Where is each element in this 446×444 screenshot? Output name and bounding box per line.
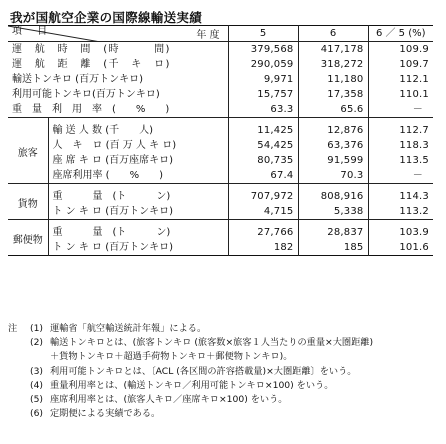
cell-ratio: － — [412, 104, 423, 115]
note-number: (1) — [30, 323, 44, 334]
note-item — [8, 379, 438, 393]
cell-ratio: 112.7 — [399, 125, 429, 136]
table-row — [8, 153, 433, 168]
row-label: ト ン キ ロ (百万トンキロ) — [48, 240, 228, 256]
table-row — [8, 123, 433, 138]
cell-ratio: 110.1 — [399, 89, 429, 100]
header-col-5: 5 — [228, 26, 298, 42]
note-text: 輸送トンキロとは、(旅客トンキロ (旅客数×旅客１人当たりの重量×大圏距離) — [50, 337, 374, 349]
cell-v6: 11,180 — [298, 72, 368, 87]
row-label: 重 量 利 用 率 ( % ) — [8, 102, 228, 118]
cell-v6: 5,338 — [298, 204, 368, 220]
header-col-ratio: 6 ／ 5 (%) — [375, 28, 426, 39]
cell-v5: 290,059 — [228, 57, 298, 72]
row-label: 人 キ ロ (百 万 人 キ ロ) — [48, 138, 228, 153]
cell-ratio: 109.9 — [399, 44, 429, 55]
table-title: 我が国航空企業の国際線輸送実績 — [10, 10, 203, 25]
cell-v5: 54,425 — [228, 138, 298, 153]
cell-ratio: 112.1 — [399, 74, 429, 85]
row-label: 運 航 時 間 (時 間) — [8, 42, 228, 58]
note-number: (2) — [30, 337, 44, 349]
cell-v5: 9,971 — [228, 72, 298, 87]
table-row — [8, 138, 433, 153]
note-number: (6) — [30, 408, 44, 420]
row-label: 輸 送 人 数 (千 人) — [48, 123, 228, 138]
note-text: 座席利用率とは、(旅客人キロ／座席キロ×100) をいう。 — [50, 394, 288, 406]
note-item — [8, 350, 438, 364]
header-nendo: 年 度 — [196, 30, 220, 41]
note-item — [8, 322, 438, 336]
table-row — [8, 225, 433, 240]
cell-ratio: 113.5 — [399, 155, 429, 166]
cell-v5: 15,757 — [228, 87, 298, 102]
cell-v5: 4,715 — [228, 204, 298, 220]
note-item — [8, 365, 438, 379]
cell-v6: 417,178 — [298, 42, 368, 58]
cell-v6: 185 — [298, 240, 368, 256]
header-koumoku: 項 目 — [12, 26, 54, 37]
cell-v6: 63,376 — [298, 138, 368, 153]
cell-v5: 27,766 — [228, 225, 298, 240]
transport-table — [8, 25, 433, 256]
cell-v6: 28,837 — [298, 225, 368, 240]
cell-v5: 80,735 — [228, 153, 298, 168]
note-item — [8, 393, 438, 407]
table-row — [8, 102, 433, 118]
notes-head: 注 — [8, 323, 18, 334]
cell-v5: 63.3 — [228, 102, 298, 118]
header-col-6: 6 — [298, 26, 368, 42]
note-text: ＋貨物トンキロ＋超過手荷物トンキロ＋郵便物トンキロ)。 — [50, 351, 293, 363]
row-label: 座席利用率 ( % ) — [48, 168, 228, 184]
note-number: (5) — [30, 394, 44, 406]
table-row — [8, 57, 433, 72]
cell-ratio: 103.9 — [399, 227, 429, 238]
table-row — [8, 189, 433, 204]
cell-v6: 65.6 — [298, 102, 368, 118]
note-item — [8, 407, 438, 421]
note-number — [30, 350, 50, 364]
cell-v5: 379,568 — [228, 42, 298, 58]
cell-v6: 91,599 — [298, 153, 368, 168]
group-passenger: 旅客 — [8, 123, 48, 184]
note-item — [8, 336, 438, 350]
cell-v5: 707,972 — [228, 189, 298, 204]
notes-section — [8, 322, 438, 421]
cell-v5: 182 — [228, 240, 298, 256]
row-label: 重 量 (ト ン) — [48, 225, 228, 240]
note-number: (3) — [30, 365, 44, 377]
note-text: 運輸省「航空輸送統計年報」による。 — [50, 323, 207, 334]
row-label: 運 航 距 離 (千 キ ロ) — [8, 57, 228, 72]
row-label: 輸送トンキロ (百万トンキロ) — [8, 72, 228, 87]
table-row — [8, 72, 433, 87]
group-mail: 郵便物 — [8, 225, 48, 256]
cell-ratio: 114.3 — [399, 191, 429, 202]
cell-ratio: 101.6 — [399, 242, 429, 253]
cell-v5: 67.4 — [228, 168, 298, 184]
cell-ratio: － — [412, 170, 423, 181]
group-cargo: 貨物 — [8, 189, 48, 220]
row-label: 利用可能トンキロ(百万トンキロ) — [8, 87, 228, 102]
cell-ratio: 109.7 — [399, 59, 429, 70]
row-label: 重 量 (ト ン) — [48, 189, 228, 204]
table-row — [8, 204, 433, 220]
table-row — [8, 87, 433, 102]
cell-v6: 12,876 — [298, 123, 368, 138]
cell-v5: 11,425 — [228, 123, 298, 138]
note-number: (4) — [30, 379, 44, 391]
cell-ratio: 113.2 — [399, 206, 429, 217]
header-row — [8, 26, 433, 42]
row-label: ト ン キ ロ (百万トンキロ) — [48, 204, 228, 220]
table-row — [8, 168, 433, 184]
cell-ratio: 118.3 — [399, 140, 429, 151]
note-text: 定期便による実績である。 — [50, 408, 161, 420]
table-row — [8, 240, 433, 256]
table-row — [8, 42, 433, 58]
row-label: 座 席 キ ロ (百万座席キロ) — [48, 153, 228, 168]
note-text: 利用可能トンキロとは、〔ACL (各区間の許容搭載量)×大圏距離〕をいう。 — [50, 365, 357, 377]
header-corner — [8, 26, 228, 42]
note-text: 重量利用率とは、(輸送トンキロ／利用可能トンキロ×100) をいう。 — [50, 379, 334, 391]
cell-v6: 808,916 — [298, 189, 368, 204]
cell-v6: 318,272 — [298, 57, 368, 72]
cell-v6: 70.3 — [298, 168, 368, 184]
cell-v6: 17,358 — [298, 87, 368, 102]
